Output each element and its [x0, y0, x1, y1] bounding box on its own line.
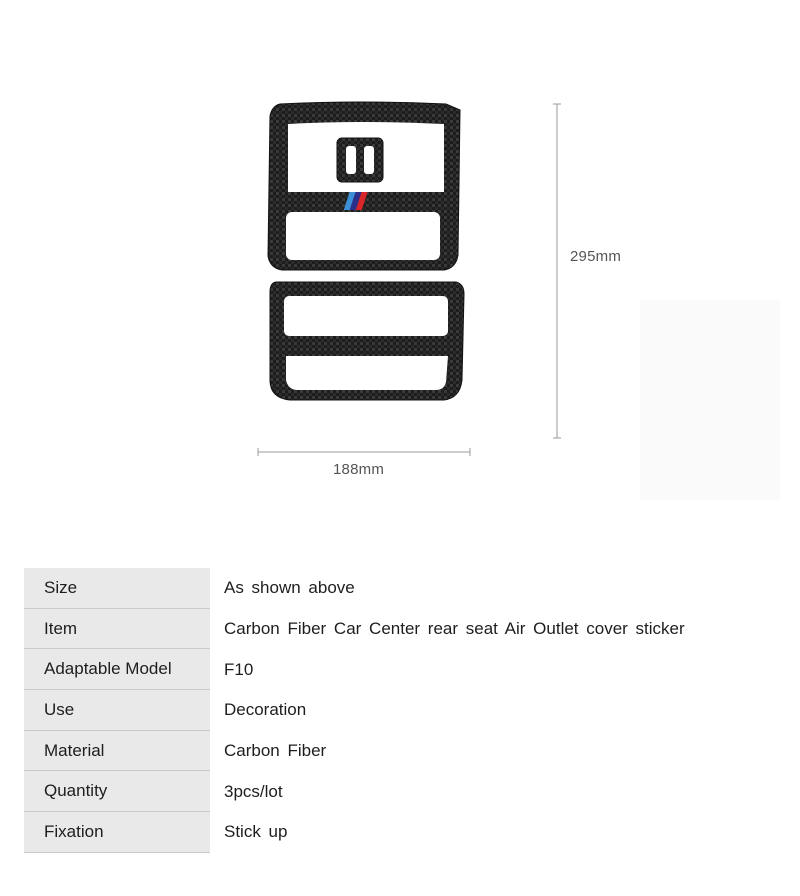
- spec-row-use: [24, 690, 744, 731]
- height-dimension-label: 295mm: [570, 248, 622, 265]
- width-dimension-line: [258, 448, 470, 456]
- spec-value: 3pcs/lot: [224, 781, 283, 801]
- spec-value: Decoration: [224, 700, 307, 720]
- spec-value: F10: [224, 659, 254, 679]
- vent-bracket-piece: [337, 138, 383, 182]
- background-shade: [640, 300, 780, 500]
- bottom-window-lower: [286, 356, 448, 390]
- vent-slot-right: [364, 146, 374, 174]
- spec-row-item: [24, 609, 744, 650]
- spec-label: Item: [24, 609, 210, 650]
- spec-value: Carbon Fiber: [224, 741, 327, 761]
- spec-label: Quantity: [24, 771, 210, 812]
- spec-row-fixation: [24, 812, 744, 853]
- spec-row-adaptable-model: [24, 649, 744, 690]
- spec-row-material: [24, 731, 744, 772]
- vent-slot-left: [346, 146, 356, 174]
- spec-table: [24, 568, 744, 853]
- spec-label: Use: [24, 690, 210, 731]
- middle-window: [286, 212, 440, 260]
- spec-label: Adaptable Model: [24, 649, 210, 690]
- spec-row-quantity: [24, 771, 744, 812]
- width-dimension-label: 188mm: [333, 461, 385, 478]
- spec-value: As shown above: [224, 578, 355, 598]
- spec-value: Carbon Fiber Car Center rear seat Air Outlet cover sticker: [224, 619, 685, 639]
- spec-label: Material: [24, 731, 210, 772]
- height-dimension-line: [553, 104, 561, 438]
- bottom-window-upper: [284, 296, 448, 336]
- spec-label: Fixation: [24, 812, 210, 853]
- spec-row-size: [24, 568, 744, 609]
- spec-label: Size: [24, 568, 210, 609]
- spec-value: Stick up: [224, 822, 288, 842]
